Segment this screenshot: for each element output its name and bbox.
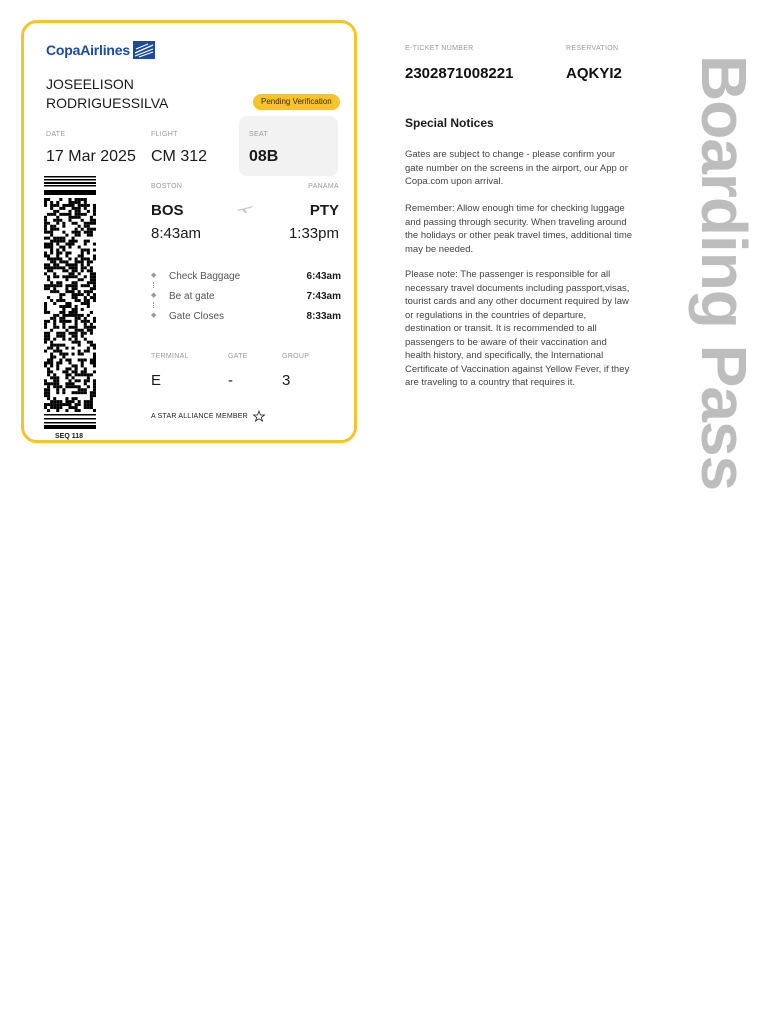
gate-label: GATE — [228, 353, 248, 360]
timeline-row — [151, 290, 341, 310]
notice-paragraph: Please note: The passenger is responsible for all necessary travel documents including passport,visas, tourist cards and any other document required by law or regulations in the countries of departure, destination or transit. It is recommended to all passengers to be aware of their vaccination and health history, and specifically, the International Certificate of Vaccination against Yellow Fever, if they are traveling to a country that requires it. — [405, 269, 630, 388]
terminal-label: TERMINAL — [151, 353, 189, 360]
status-badge: Pending Verification — [253, 94, 340, 110]
seat-label: SEAT — [249, 131, 268, 138]
timeline-dot-icon: ◆ — [151, 292, 157, 299]
airline-logo — [46, 41, 155, 59]
timeline-connector — [153, 302, 156, 308]
timeline-dot-icon: ◆ — [151, 272, 157, 279]
gate-value: - — [228, 372, 233, 389]
flight-label: FLIGHT — [151, 131, 178, 138]
vertical-title — [689, 28, 759, 518]
timeline-label: Gate Closes — [169, 311, 225, 322]
arrival-time: 1:33pm — [288, 225, 339, 242]
timeline-time: 8:33am — [306, 311, 341, 322]
notice-paragraph: Gates are subject to change - please confirm your gate number on the screens in the airport, our App or Copa.com upon arrival. — [405, 149, 628, 187]
origin-code: BOS — [151, 202, 184, 219]
star-alliance-text: A STAR ALLIANCE MEMBER — [151, 412, 248, 420]
star-alliance-icon — [251, 410, 267, 422]
timeline-time: 6:43am — [306, 271, 341, 282]
timeline — [151, 270, 341, 330]
airline-name: CopaAirlines — [46, 42, 130, 58]
terminal-value: E — [151, 372, 162, 389]
passenger-last-name: RODRIGUESSILVA — [46, 95, 169, 111]
eticket-label: E-TICKET NUMBER — [405, 45, 474, 52]
reservation-label: RESERVATION — [566, 45, 619, 52]
timeline-time: 7:43am — [306, 291, 341, 302]
date-value: 17 Mar 2025 — [46, 148, 136, 165]
departure-time: 8:43am — [151, 225, 202, 242]
timeline-connector — [153, 282, 156, 288]
timeline-row — [151, 310, 341, 330]
boarding-pass-card — [21, 20, 357, 443]
seat-box — [239, 116, 338, 176]
origin-city: BOSTON — [151, 183, 183, 190]
seq-number: SEQ 118 — [55, 433, 84, 440]
timeline-dot-icon: ◆ — [151, 312, 157, 319]
timeline-label: Be at gate — [169, 291, 215, 302]
notice-paragraph: Remember: Allow enough time for checking luggage and passing through security. When traveling around the holidays or other peak travel times, additional time may be needed. — [405, 203, 633, 255]
destination-city: PANAMA — [308, 183, 339, 190]
notices-title: Special Notices — [405, 116, 494, 130]
flight-value: CM 312 — [151, 148, 208, 165]
copa-wing-icon — [133, 41, 155, 59]
destination-code: PTY — [309, 202, 339, 219]
date-label: DATE — [46, 131, 66, 138]
star-alliance — [151, 410, 267, 422]
barcode — [44, 176, 96, 429]
group-label: GROUP — [282, 353, 310, 360]
airplane-icon — [236, 203, 254, 215]
group-value: 3 — [282, 372, 291, 389]
seat-value: 08B — [249, 148, 279, 165]
passenger-first-name: JOSEELISON — [46, 76, 134, 92]
eticket-value: 2302871008221 — [405, 65, 514, 82]
timeline-label: Check Baggage — [169, 271, 241, 282]
reservation-value: AQKYI2 — [566, 65, 622, 82]
passenger-name — [46, 75, 168, 113]
vertical-title-text: Boarding Pass — [688, 55, 760, 491]
timeline-row — [151, 270, 341, 290]
